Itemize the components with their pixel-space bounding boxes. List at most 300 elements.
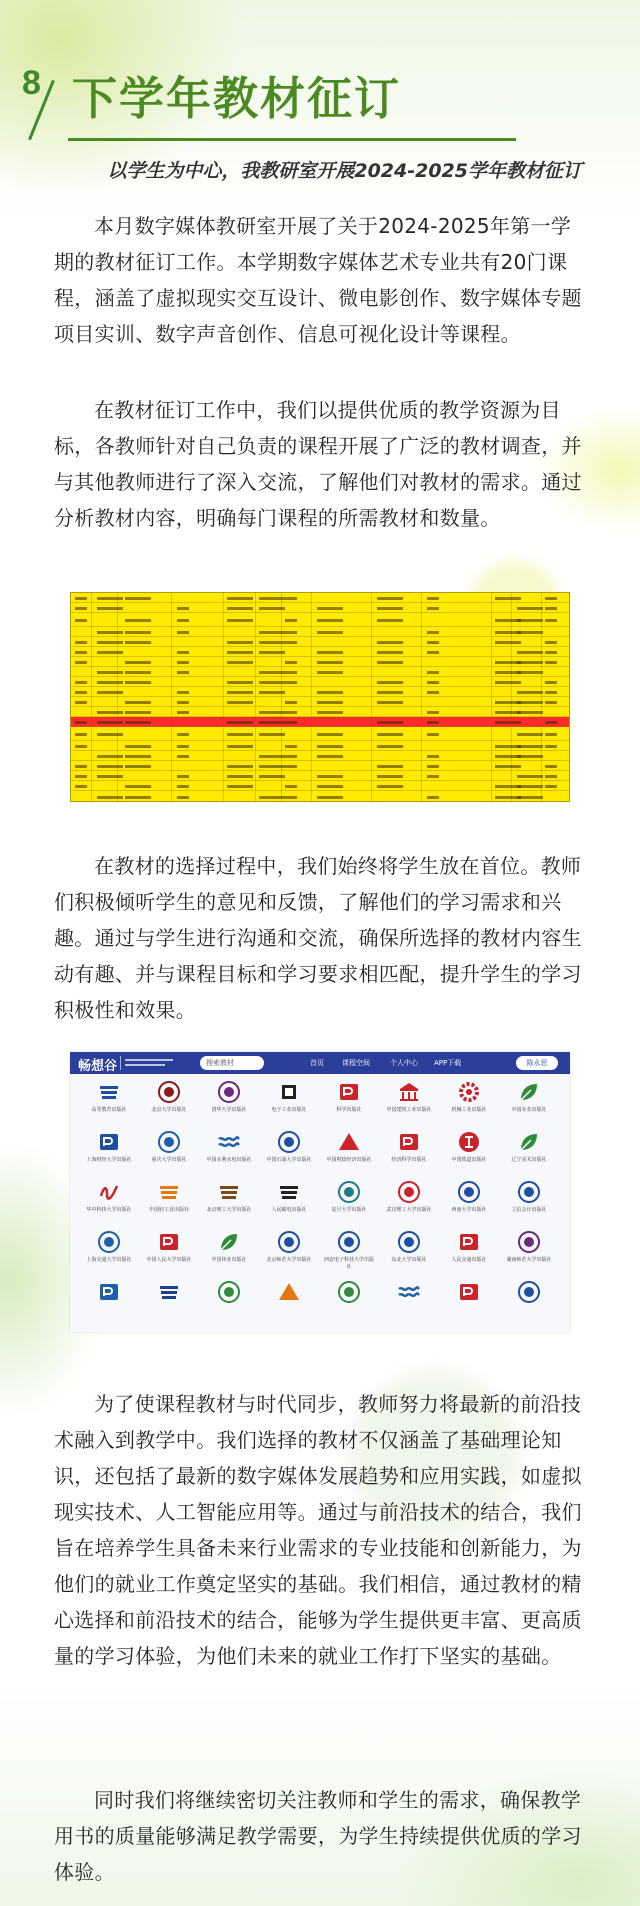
sheet-cell-text: [495, 681, 521, 684]
sheet-cell-text: [427, 796, 439, 799]
seal-icon: [157, 1080, 181, 1104]
sheet-cell-text: [317, 755, 343, 758]
sheet-row: [71, 751, 570, 761]
sheet-cell-text: [317, 701, 343, 704]
sheet-cell-text: [259, 755, 285, 758]
sheet-cell-text: [545, 619, 557, 622]
platform-nav-home[interactable]: 首页: [310, 1059, 324, 1067]
publisher-tile[interactable]: [324, 1130, 374, 1164]
book-stack-icon: [157, 1280, 181, 1304]
publisher-tile[interactable]: [204, 1080, 254, 1114]
sheet-cell-text: [259, 711, 285, 714]
publisher-name: 中国轻工业出版社: [148, 1207, 189, 1213]
publisher-name: 北京师范大学出版社: [266, 1257, 312, 1263]
seal-icon: [517, 1180, 541, 1204]
sheet-row: [71, 771, 570, 781]
sheet-cell-text: [285, 671, 297, 674]
sheet-cell-text: [545, 607, 557, 610]
publisher-tile[interactable]: [384, 1180, 434, 1214]
sheet-cell-text: [517, 796, 543, 799]
sheet-cell-text: [317, 775, 343, 778]
sheet-cell-text: [517, 775, 543, 778]
sheet-cell-text: [427, 755, 439, 758]
publisher-tile[interactable]: [204, 1280, 254, 1304]
sheet-cell-text: [517, 607, 543, 610]
publisher-name: 高等教育出版社: [91, 1107, 127, 1113]
sheet-cell-text: [517, 785, 543, 788]
sheet-cell-text: [317, 796, 343, 799]
sheet-cell-text: [75, 775, 87, 778]
sheet-cell-text: [427, 597, 439, 600]
publisher-name: 中国农业出版社: [511, 1107, 547, 1113]
publisher-name: 上海财经大学出版社: [86, 1157, 132, 1163]
sheet-cell-text: [177, 745, 189, 748]
sheet-cell-text: [317, 711, 343, 714]
publisher-name: 重庆大学出版社: [151, 1157, 187, 1163]
publisher-tile[interactable]: [144, 1180, 194, 1214]
sheet-cell-text: [317, 651, 343, 654]
publisher-tile[interactable]: [144, 1280, 194, 1304]
sheet-cell-text: [285, 619, 297, 622]
sheet-cell-text: [259, 597, 285, 600]
publisher-tile[interactable]: [324, 1230, 374, 1271]
publisher-name: 人民交通出版社: [451, 1257, 487, 1263]
publisher-tile[interactable]: [264, 1230, 314, 1264]
sheet-cell-text: [545, 733, 557, 736]
sheet-cell-text: [495, 765, 521, 768]
script-icon: [97, 1180, 121, 1204]
sheet-cell-text: [97, 691, 123, 694]
sheet-cell-text: [427, 641, 439, 644]
sheet-cell-text: [75, 641, 87, 644]
sheet-cell-text: [177, 651, 189, 654]
sheet-cell-text: [75, 765, 87, 768]
sheet-cell-text: [377, 651, 403, 654]
sheet-cell-text: [177, 631, 189, 634]
sheet-cell-text: [177, 701, 189, 704]
sheet-cell-text: [227, 681, 253, 684]
sheet-row: [71, 647, 570, 657]
publisher-name: 西安电子科技大学出版社: [324, 1257, 375, 1270]
letter-mark-icon: [97, 1280, 121, 1304]
publisher-tile[interactable]: [264, 1280, 314, 1304]
sheet-cell-text: [227, 607, 253, 610]
sheet-cell-text: [545, 641, 557, 644]
sheet-row: [71, 657, 570, 667]
publisher-tile[interactable]: [84, 1080, 134, 1114]
sheet-cell-text: [517, 711, 543, 714]
sheet-row: [71, 791, 570, 802]
sheet-cell-text: [317, 671, 343, 674]
sheet-cell-text: [97, 721, 123, 724]
sheet-cell-text: [97, 607, 123, 610]
publisher-name: 北京大学出版社: [151, 1107, 187, 1113]
publisher-name: 中国水利水电出版社: [206, 1157, 252, 1163]
sheet-cell-text: [285, 641, 297, 644]
sheet-cell-text: [97, 755, 123, 758]
sheet-cell-text: [75, 661, 87, 664]
sheet-cell-text: [227, 597, 253, 600]
sheet-cell-text: [317, 619, 343, 622]
publisher-name: 科学出版社: [336, 1107, 362, 1113]
sheet-cell-text: [125, 619, 151, 622]
sheet-cell-text: [377, 641, 403, 644]
sheet-cell-text: [285, 597, 297, 600]
building-icon: [397, 1080, 421, 1104]
sheet-cell-text: [377, 661, 403, 664]
sheet-cell-text: [177, 755, 189, 758]
book-stack-icon: [97, 1080, 121, 1104]
seal-icon: [517, 1230, 541, 1254]
letter-mark-icon: [397, 1130, 421, 1154]
sheet-cell-text: [517, 661, 543, 664]
wave-icon: [397, 1280, 421, 1304]
sheet-cell-text: [125, 765, 151, 768]
sheet-cell-text: [125, 681, 151, 684]
sheet-cell-text: [75, 607, 87, 610]
platform-nav-course-space[interactable]: 课程空间: [342, 1059, 370, 1067]
sheet-cell-text: [75, 745, 87, 748]
sheet-cell-text: [427, 775, 439, 778]
sheet-cell-text: [317, 661, 343, 664]
sheet-cell-text: [285, 681, 297, 684]
paragraph-intro: 本月数字媒体教研室开展了关于2024-2025年第一学期的教材征订工作。本学期数字媒体艺术专业共有20门课程，涵盖了虚拟现实交互设计、微电影创作、数字媒体专题项目实训、数字声音创作、信息可视化设计等课程。: [54, 214, 582, 346]
seal-icon: [337, 1180, 361, 1204]
sheet-cell-text: [545, 651, 557, 654]
sheet-cell-text: [259, 721, 285, 724]
publisher-tile[interactable]: [324, 1080, 374, 1114]
publisher-tile[interactable]: [504, 1180, 554, 1214]
sheet-cell-text: [427, 691, 439, 694]
publisher-tile[interactable]: [324, 1180, 374, 1214]
publisher-tile[interactable]: [384, 1080, 434, 1114]
sheet-cell-text: [517, 733, 543, 736]
publisher-tile[interactable]: [444, 1280, 494, 1304]
sheet-cell-text: [545, 765, 557, 768]
sheet-cell-text: [427, 721, 439, 724]
sheet-cell-text: [317, 631, 343, 634]
sheet-cell-text: [177, 733, 189, 736]
title-underline: [68, 138, 516, 141]
sheet-cell-text: [545, 785, 557, 788]
publisher-tile[interactable]: [324, 1280, 374, 1304]
publisher-tile[interactable]: [384, 1230, 434, 1264]
letter-mark-icon: [157, 1230, 181, 1254]
sheet-cell-text: [317, 691, 343, 694]
sheet-cell-text: [377, 775, 403, 778]
sheet-cell-text: [517, 631, 543, 634]
sheet-row: [71, 741, 570, 751]
sheet-cell-text: [125, 671, 151, 674]
sheet-cell-text: [177, 691, 189, 694]
publisher-tile[interactable]: [504, 1280, 554, 1304]
publisher-name: 湖南师范大学出版社: [506, 1257, 552, 1263]
sheet-cell-text: [177, 711, 189, 714]
letter-mark-icon: [337, 1080, 361, 1104]
leaf-icon: [517, 1080, 541, 1104]
sheet-cell-text: [75, 721, 87, 724]
paragraph-frontier-tech: 为了使课程教材与时代同步，教师努力将最新的前沿技术融入到教学中。我们选择的教材不仅涵盖了基础理论知识，还包括了最新的数字媒体发展趋势和应用实践，如虚拟现实技术、人工智能应用等。通过与前沿技术的结合，我们旨在培养学生具备未来行业需求的专业技能和创新能力，为他们的就业工作奠定坚实的基础。我们相信，通过教材的精心选择和前沿技术的结合，能够为学生提供更丰富、更高质量的学习体验，为他们未来的就业工作打下坚实的基础。: [54, 1392, 582, 1668]
sheet-cell-text: [285, 701, 297, 704]
publisher-tile[interactable]: [84, 1180, 134, 1214]
leaf-icon: [517, 1130, 541, 1154]
platform-user-menu[interactable]: 陈永思: [516, 1056, 558, 1070]
publisher-name: 复旦大学出版社: [331, 1207, 367, 1213]
sheet-cell-text: [97, 775, 123, 778]
triangle-icon: [337, 1130, 361, 1154]
sheet-row: [71, 627, 570, 637]
sheet-cell-text: [377, 607, 403, 610]
publisher-name: 上海交通大学出版社: [86, 1257, 132, 1263]
paragraph-closing: 同时我们将继续密切关注教师和学生的需求，确保教学用书的质量能够满足教学需要，为学生持续提供优质的学习体验。: [54, 1788, 582, 1884]
publisher-name: 中国铁道出版社: [451, 1157, 487, 1163]
publisher-tile[interactable]: [84, 1280, 134, 1304]
seal-icon: [337, 1230, 361, 1254]
sheet-row: [71, 697, 570, 707]
sheet-cell-text: [97, 765, 123, 768]
textbook-order-spreadsheet-image: [70, 592, 570, 802]
sheet-cell-text: [125, 631, 151, 634]
sheet-cell-text: [125, 597, 151, 600]
sheet-cell-text: [285, 785, 297, 788]
chip-icon: [277, 1080, 301, 1104]
publisher-tile[interactable]: [444, 1080, 494, 1114]
publisher-tile[interactable]: [204, 1130, 254, 1164]
page-header: [0, 58, 640, 182]
sheet-cell-text: [75, 785, 87, 788]
sheet-cell-text: [377, 721, 403, 724]
sheet-cell-text: [377, 691, 403, 694]
publisher-name: 中国建筑工业出版社: [386, 1107, 432, 1113]
sheet-cell-text: [75, 597, 87, 600]
platform-nav-app-download[interactable]: APP下载: [434, 1059, 462, 1067]
sheet-cell-text: [227, 701, 253, 704]
sheet-cell-text: [285, 721, 297, 724]
sheet-row: [71, 667, 570, 677]
publisher-tile[interactable]: [144, 1130, 194, 1164]
sheet-cell-text: [75, 681, 87, 684]
sheet-cell-text: [495, 641, 521, 644]
publisher-tile[interactable]: [264, 1130, 314, 1164]
seal-icon: [337, 1280, 361, 1304]
sheet-row: [71, 637, 570, 647]
sheet-cell-text: [427, 631, 439, 634]
publisher-name: 华中科技大学出版社: [86, 1207, 132, 1213]
platform-tagline: [120, 1056, 176, 1070]
sheet-cell-text: [377, 785, 403, 788]
triangle-icon: [277, 1280, 301, 1304]
publisher-name: 中国林业出版社: [211, 1257, 247, 1263]
sheet-cell-text: [97, 733, 123, 736]
sheet-cell-text: [227, 775, 253, 778]
sheet-cell-text: [259, 607, 285, 610]
sheet-cell-text: [517, 745, 543, 748]
seal-icon: [397, 1180, 421, 1204]
sheet-cell-text: [545, 701, 557, 704]
publisher-tile[interactable]: [144, 1080, 194, 1114]
sheet-cell-text: [259, 765, 285, 768]
publisher-tile[interactable]: [504, 1080, 554, 1114]
sheet-cell-text: [97, 641, 123, 644]
sheet-cell-text: [427, 711, 439, 714]
sheet-cell-text: [97, 796, 123, 799]
publisher-name: 电子工业出版社: [271, 1107, 307, 1113]
publisher-platform-screenshot: [70, 1052, 570, 1332]
publisher-tile[interactable]: [444, 1130, 494, 1164]
sheet-cell-text: [259, 691, 285, 694]
publisher-name: 北京理工大学出版社: [206, 1207, 252, 1213]
sheet-cell-text: [177, 785, 189, 788]
sheet-cell-text: [285, 765, 297, 768]
platform-nav-personal-center[interactable]: 个人中心: [390, 1059, 418, 1067]
sheet-cell-text: [285, 711, 297, 714]
seal-icon: [217, 1280, 241, 1304]
sheet-cell-text: [427, 681, 439, 684]
publisher-name: 人民邮电出版社: [271, 1207, 307, 1213]
sheet-cell-text: [259, 651, 285, 654]
sheet-row: [71, 707, 570, 717]
seal-icon: [397, 1230, 421, 1254]
sheet-cell-text: [317, 733, 343, 736]
publisher-name: 西南大学出版社: [451, 1207, 487, 1213]
publisher-tile[interactable]: [504, 1130, 554, 1164]
seal-icon: [457, 1180, 481, 1204]
sheet-cell-text: [377, 733, 403, 736]
section-number: 8: [22, 64, 41, 102]
sheet-cell-text: [227, 691, 253, 694]
publisher-tile[interactable]: [444, 1180, 494, 1214]
sheet-cell-text: [227, 765, 253, 768]
book-stack-icon: [277, 1180, 301, 1204]
sheet-cell-text: [317, 745, 343, 748]
sheet-cell-text: [75, 691, 87, 694]
sheet-cell-text: [259, 641, 285, 644]
page-title: 下学年教材征订: [72, 72, 402, 125]
publisher-tile[interactable]: [264, 1180, 314, 1214]
sheet-cell-text: [259, 671, 285, 674]
publisher-name: 辽宁美术出版社: [511, 1157, 547, 1163]
publisher-tile[interactable]: [144, 1230, 194, 1264]
leaf-icon: [217, 1230, 241, 1254]
page-subtitle: 以学生为中心，我教研室开展2024-2025学年教材征订: [107, 160, 582, 182]
sheet-cell-text: [377, 765, 403, 768]
sheet-cell-text: [285, 796, 297, 799]
sheet-cell-text: [177, 619, 189, 622]
sheet-cell-text: [227, 661, 253, 664]
sheet-cell-text: [125, 796, 151, 799]
publisher-tile[interactable]: [444, 1230, 494, 1264]
rail-icon: [457, 1130, 481, 1154]
publisher-name: 立信会计出版社: [511, 1207, 547, 1213]
sheet-cell-text: [545, 681, 557, 684]
publisher-name: 中国石油大学出版社: [266, 1157, 312, 1163]
sheet-cell-text: [427, 651, 439, 654]
sheet-cell-text: [125, 785, 151, 788]
sheet-row: [71, 677, 570, 687]
sheet-cell-text: [317, 607, 343, 610]
publisher-name: 东北大学出版社: [391, 1257, 427, 1263]
sheet-cell-text: [427, 765, 439, 768]
sheet-cell-text: [177, 607, 189, 610]
publisher-name: 武汉理工大学出版社: [386, 1207, 432, 1213]
sheet-cell-text: [97, 631, 123, 634]
publisher-tile[interactable]: [84, 1230, 134, 1264]
letter-mark-icon: [97, 1130, 121, 1154]
sheet-cell-text: [125, 721, 151, 724]
seal-icon: [97, 1230, 121, 1254]
sheet-row: [71, 613, 570, 627]
platform-search-input[interactable]: 搜索教材: [200, 1056, 264, 1070]
publisher-tile[interactable]: [384, 1130, 434, 1164]
sheet-row: [71, 727, 570, 741]
publisher-tile[interactable]: [264, 1080, 314, 1114]
publisher-tile[interactable]: [204, 1180, 254, 1214]
publisher-tile[interactable]: [84, 1130, 134, 1164]
sheet-cell-text: [317, 785, 343, 788]
sheet-cell-text: [125, 711, 151, 714]
sheet-cell-text: [259, 733, 285, 736]
sheet-cell-text: [125, 661, 151, 664]
publisher-name: 机械工业出版社: [451, 1107, 487, 1113]
sheet-cell-text: [427, 733, 439, 736]
gear-icon: [457, 1080, 481, 1104]
sheet-cell-text: [75, 733, 87, 736]
sheet-cell-text: [285, 661, 297, 664]
sheet-cell-text: [125, 745, 151, 748]
sheet-cell-text: [517, 651, 543, 654]
sheet-cell-text: [227, 651, 253, 654]
sheet-cell-text: [517, 691, 543, 694]
sheet-cell-text: [285, 755, 297, 758]
sheet-cell-text: [259, 796, 285, 799]
wave-icon: [217, 1130, 241, 1154]
sheet-cell-text: [75, 701, 87, 704]
sheet-cell-text: [227, 745, 253, 748]
seal-icon: [277, 1130, 301, 1154]
sheet-cell-text: [227, 733, 253, 736]
sheet-cell-text: [427, 607, 439, 610]
sheet-cell-text: [97, 671, 123, 674]
sheet-row: [71, 717, 570, 727]
publisher-tile[interactable]: [504, 1230, 554, 1264]
paragraph-survey: 在教材征订工作中，我们以提供优质的教学资源为目标，各教师针对自己负责的课程开展了广泛的教材调查，并与其他教师进行了深入交流，了解他们对教材的需求。通过分析教材内容，明确每门课程的所需教材和数量。: [54, 398, 582, 530]
sheet-cell-text: [427, 671, 439, 674]
publisher-tile[interactable]: [204, 1230, 254, 1264]
sheet-cell-text: [377, 619, 403, 622]
sheet-cell-text: [517, 701, 543, 704]
sheet-cell-text: [125, 641, 151, 644]
sheet-cell-text: [495, 721, 521, 724]
sheet-cell-text: [285, 631, 297, 634]
publisher-tile[interactable]: [384, 1280, 434, 1304]
sheet-row: [71, 761, 570, 771]
sheet-cell-text: [227, 641, 253, 644]
sheet-cell-text: [259, 775, 285, 778]
sheet-row: [71, 687, 570, 697]
letter-mark-icon: [457, 1230, 481, 1254]
sheet-cell-text: [517, 619, 543, 622]
sheet-cell-text: [97, 651, 123, 654]
sheet-cell-text: [75, 651, 87, 654]
book-stack-icon: [157, 1180, 181, 1204]
seal-icon: [277, 1230, 301, 1254]
publisher-name: 中国财政经济出版社: [326, 1157, 372, 1163]
platform-logo: 畅想谷: [78, 1059, 118, 1074]
platform-navbar: [70, 1052, 570, 1074]
sheet-row: [71, 603, 570, 613]
sheet-cell-text: [545, 775, 557, 778]
sheet-cell-text: [545, 691, 557, 694]
